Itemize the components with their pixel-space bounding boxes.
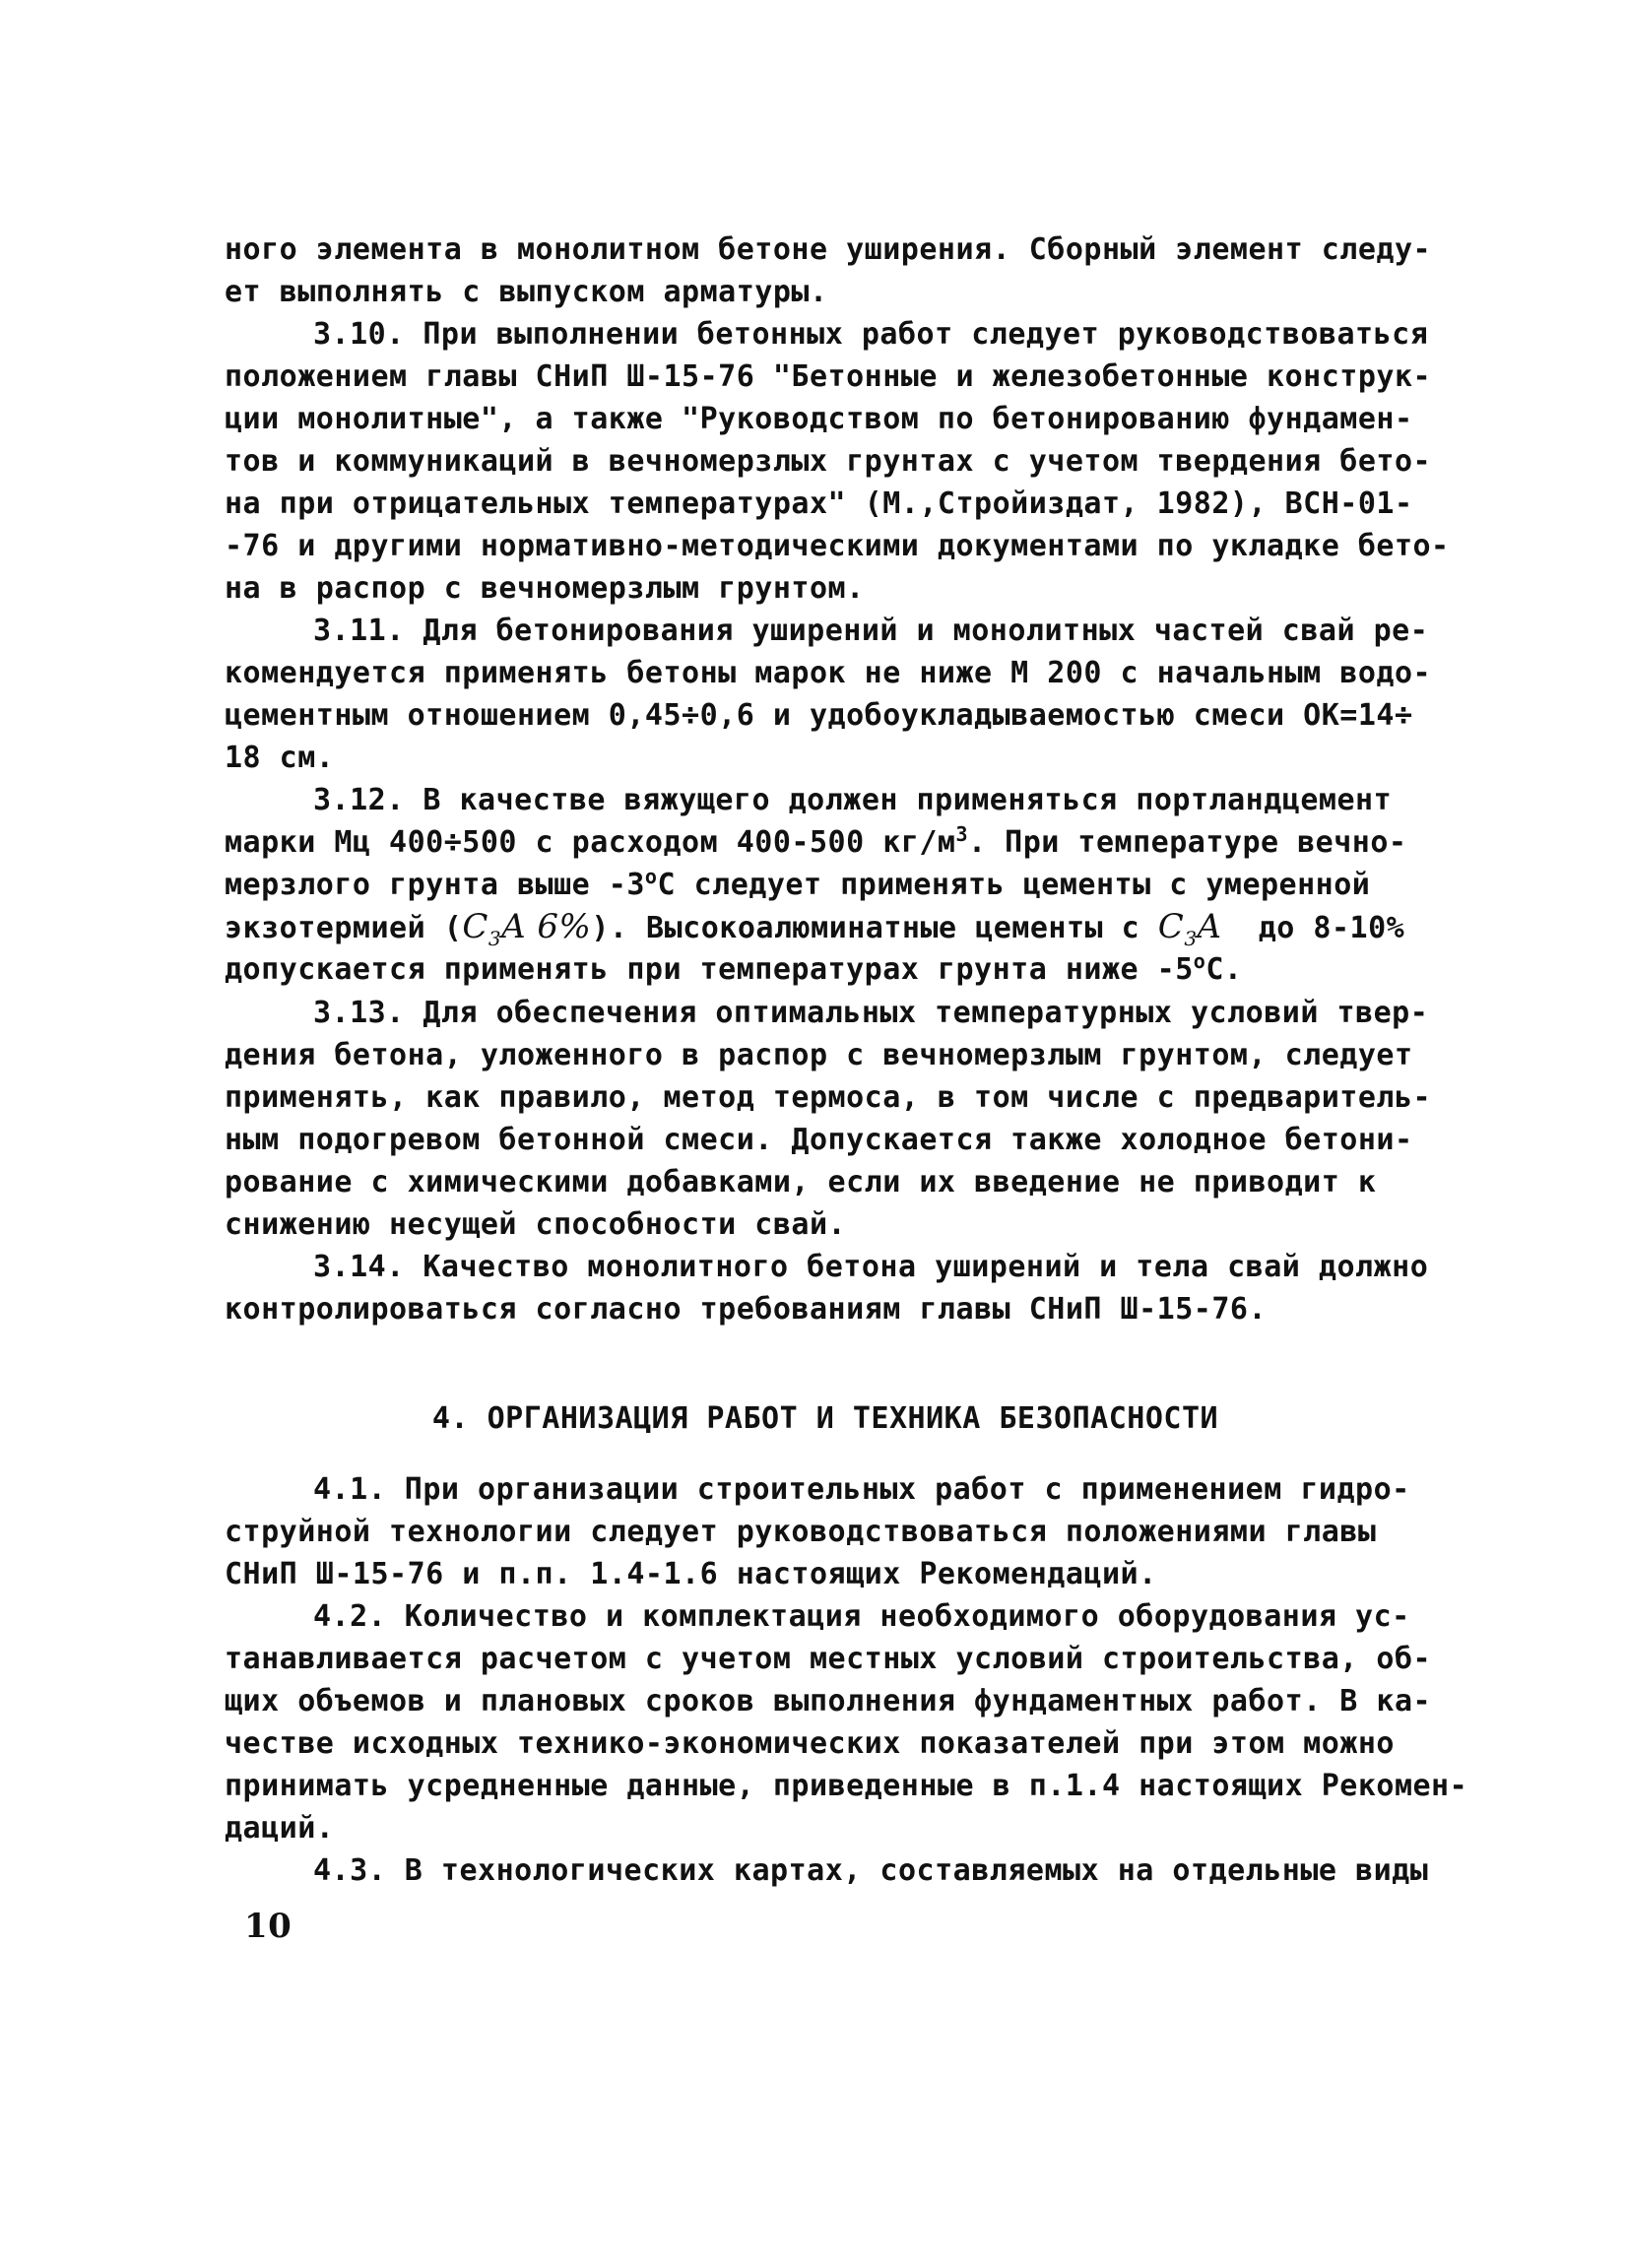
superscript: 3 [955, 822, 969, 846]
text-line: ным подогревом бетонной смеси. Допускается также холодное бетони- [225, 1123, 1413, 1157]
text-line: 18 см. [225, 741, 335, 775]
paragraph-4-2 [225, 1595, 1468, 1849]
text-line: танавливается расчетом с учетом местных условий строительства, об- [225, 1642, 1432, 1676]
formula-c3a [1157, 907, 1222, 950]
text-line: даций. [225, 1811, 335, 1846]
formula-c3a [462, 907, 592, 950]
text-line: ет выполнять с выпуском арматуры. [225, 275, 828, 309]
text-line: щих объемов и плановых сроков выполнения фундаментных работ. В ка- [225, 1684, 1432, 1718]
text-line: 4.2. Количество и комплектация необходимого оборудования ус- [313, 1599, 1410, 1634]
formula-letter: C [1157, 907, 1185, 946]
text-fragment: мерзлого грунта выше -3 [225, 868, 645, 902]
text-line: тов и коммуникаций в вечномерзлых грунтах с учетом твердения бето- [225, 444, 1432, 479]
text-line [225, 864, 1426, 906]
text-line: струйной технологии следует руководствоваться положениями главы [225, 1515, 1377, 1549]
text-fragment: допускается применять при температурах грунта ниже -5 [225, 952, 1194, 987]
paragraph-4-1 [225, 1468, 1426, 1595]
text-line: 3.11. Для бетонирования уширений и монолитных частей свай ре- [313, 614, 1429, 648]
formula-letter: A [1197, 907, 1222, 946]
text-fragment: С следует применять цементы с умеренной [657, 868, 1371, 902]
text-fragment: экзотермией ( [225, 911, 463, 945]
text-line [225, 948, 1426, 991]
text-fragment: ). Высокоалюминатные цементы с [591, 911, 1158, 945]
subscript: 3 [488, 926, 502, 950]
text-line [225, 821, 1426, 864]
text-line: дения бетона, уложенного в распор с вечномерзлым грунтом, следует [225, 1038, 1413, 1072]
text-fragment: . При температуре вечно- [968, 825, 1407, 860]
text-line: честве исходных технико-экономических показателей при этом можно [225, 1726, 1395, 1761]
text-line: на в распор с вечномерзлым грунтом. [225, 571, 865, 606]
paragraph-continuation [225, 228, 1432, 313]
section-heading: 4. ОРГАНИЗАЦИЯ РАБОТ И ТЕХНИКА БЕЗОПАСНОСТИ [431, 1401, 1219, 1436]
subscript: 3 [1184, 926, 1198, 950]
text-line: цементным отношением 0,45÷0,6 и удобоукладываемостью смеси ОК=14÷ [225, 698, 1413, 733]
formula-letter: C [462, 907, 488, 946]
text-line: 4.3. В технологических картах, составляемых на отдельные виды [313, 1853, 1429, 1888]
text-line: применять, как правило, метод термоса, в том числе с предваритель- [225, 1080, 1432, 1115]
text-line: 3.14. Качество монолитного бетона уширений и тела свай должно [313, 1250, 1429, 1284]
text-line: 4.1. При организации строительных работ с применением гидро- [313, 1472, 1410, 1507]
paragraph-3-13 [225, 992, 1432, 1246]
text-fragment: С. [1205, 952, 1243, 987]
paragraph-3-11 [225, 610, 1432, 779]
text-line: контролироваться согласно требованиям главы СНиП Ш-15-76. [225, 1292, 1268, 1327]
text-line: СНиП Ш-15-76 и п.п. 1.4-1.6 настоящих Рекомендаций. [225, 1557, 1157, 1591]
text-line: ции монолитные", а также "Руководством по бетонированию фундамен- [225, 402, 1413, 436]
text-line: снижению несущей способности свай. [225, 1207, 847, 1242]
formula-letter: A 6% [501, 907, 592, 946]
text-line: положением главы СНиП Ш-15-76 "Бетонные и железобетонные конструк- [225, 359, 1432, 394]
degree-superscript: o [1193, 949, 1206, 973]
text-line: рование с химическими добавками, если их введение не приводит к [225, 1165, 1377, 1199]
text-line: 3.13. Для обеспечения оптимальных температурных условий твер- [313, 996, 1429, 1030]
degree-superscript: o [644, 865, 658, 888]
paragraph-3-12 [225, 779, 1426, 991]
paragraph-3-10 [225, 313, 1450, 610]
text-line [225, 906, 1426, 948]
text-line: на при отрицательных температурах" (М.,Стройиздат, 1982), ВСН-01- [225, 486, 1413, 521]
text-line: комендуется применять бетоны марок не ниже М 200 с начальным водо- [225, 656, 1432, 690]
text-line: 3.12. В качестве вяжущего должен применяться портландцемент [313, 783, 1393, 817]
text-line: -76 и другими нормативно-методическими документами по укладке бето- [225, 529, 1450, 563]
text-fragment: до 8-10% [1221, 911, 1405, 945]
text-line: ного элемента в монолитном бетоне уширения. Сборный элемент следу- [225, 232, 1432, 267]
text-line: 3.10. При выполнении бетонных работ следует руководствоваться [313, 317, 1429, 352]
paragraph-4-3 [225, 1849, 1429, 1892]
text-fragment: марки Мц 400÷500 с расходом 400-500 кг/м [225, 825, 956, 860]
text-line: принимать усредненные данные, приведенные в п.1.4 настоящих Рекомен- [225, 1769, 1468, 1803]
page-number: 10 [244, 1907, 293, 1946]
paragraph-3-14 [225, 1246, 1429, 1330]
